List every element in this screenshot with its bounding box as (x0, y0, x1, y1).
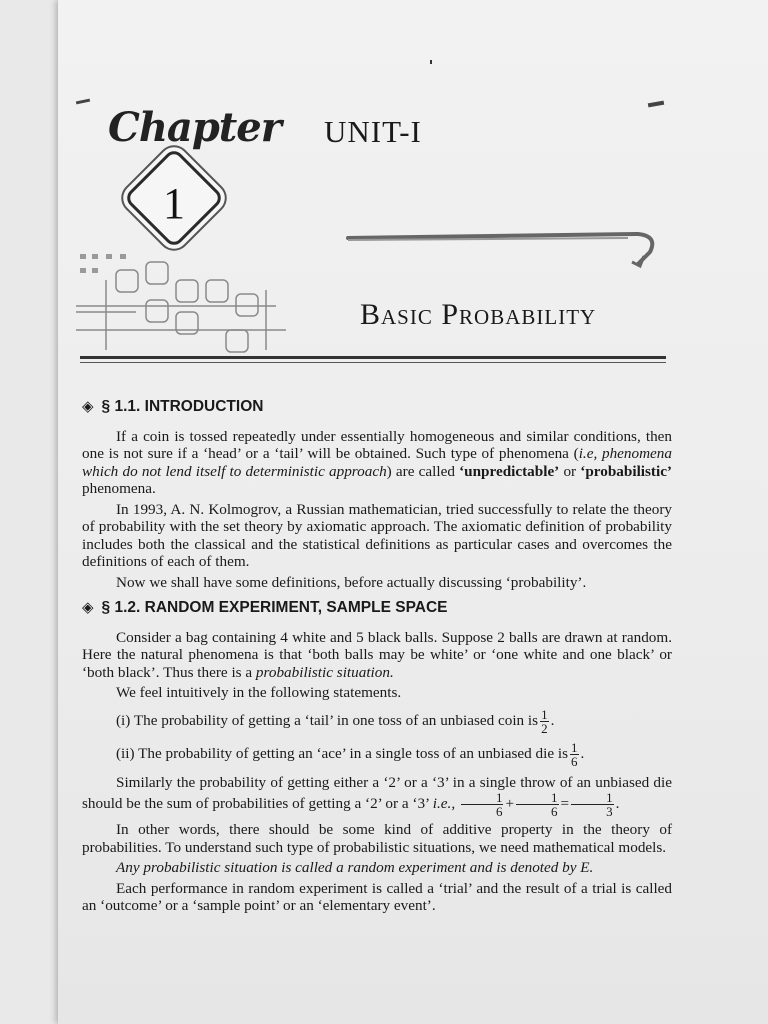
definition-statement: Any probabilistic situation is called a random experiment and is denoted by E. (116, 859, 594, 876)
punctuation: . (580, 745, 585, 763)
denominator: 6 (571, 753, 578, 769)
numerator: 1 (461, 791, 504, 805)
paragraph (82, 774, 672, 819)
header-rule-thick (80, 356, 666, 359)
paragraph: Each performance in random experiment is called a ‘trial’ and the result of a trial is called an ‘outcome’ or a ‘sample point’ or an ‘elementary event’. (82, 879, 672, 914)
decorative-knot-pattern-icon (76, 250, 306, 360)
page-body (82, 398, 672, 918)
bold-term: ‘probabilistic’ (580, 462, 672, 480)
section-heading-text: § 1.1. INTRODUCTION (101, 398, 264, 415)
fraction (540, 708, 549, 735)
text-run: ) are called (386, 462, 460, 480)
chapter-header (58, 0, 768, 380)
operator: = (560, 794, 570, 812)
operator: + (505, 794, 515, 812)
denominator: 6 (551, 804, 558, 819)
denominator: 3 (606, 804, 613, 819)
list-item-text: (i) The probability of getting a ‘tail’ in one toss of an unbiased coin is (116, 712, 539, 730)
denominator: 2 (541, 720, 548, 736)
italic-text: i.e, phenomena which do not lend itself to deterministic approach (82, 445, 672, 480)
paragraph: In 1993, A. N. Kolmogrov, a Russian mathematician, tried successfully to relate the theory of probability with the set theory by axiomatic approach. The axiomatic definition of probability includes both the classical and the statistical definitions as particular cases and overcomes the definitions of each of them. (82, 500, 672, 570)
paragraph: Now we shall have some definitions, before actually discussing ‘probability’. (116, 573, 587, 591)
header-rule-thin (80, 362, 666, 363)
paragraph: We feel intuitively in the following statements. (116, 684, 402, 701)
fraction (461, 791, 504, 818)
text-run: phenomena. (82, 480, 156, 497)
italic-text: probabilistic situation. (255, 663, 394, 681)
section-heading-text: § 1.2. RANDOM EXPERIMENT, SAMPLE SPACE (101, 599, 448, 616)
header-corner-mark-right (648, 101, 664, 108)
punctuation: . (615, 794, 620, 812)
text-run: Similarly the probability of getting either a ‘2’ or a ‘3’ in a single throw of an unbiased die should be the sum of probabilities of getting a ‘2’ or a ‘3’ (82, 773, 672, 812)
denominator: 6 (495, 804, 503, 819)
section-heading-introduction (82, 398, 672, 416)
paragraph (82, 428, 672, 498)
italic-text: i.e., (432, 794, 456, 812)
chapter-title: Basic Probability (360, 298, 597, 331)
numerator: 1 (516, 791, 559, 805)
punctuation: . (550, 712, 555, 730)
book-page (58, 0, 768, 1024)
list-item (82, 708, 672, 735)
diamond-bullet-icon: ◈ (82, 398, 94, 415)
numerator: 1 (571, 739, 578, 755)
header-corner-mark-left (76, 99, 90, 105)
numerator: 1 (571, 791, 614, 805)
fraction (571, 791, 614, 818)
text-run: Consider a bag containing 4 white and 5 black balls. Suppose 2 balls are drawn at random. Here the natural phenomena is that ‘both balls may be white’ or ‘one white and one black’ or ‘both black’. Thus there is a (82, 628, 672, 681)
section-heading-random-experiment (82, 599, 672, 617)
fraction (516, 791, 559, 818)
page-speck (430, 60, 432, 64)
chapter-word: Chapter (108, 104, 281, 151)
unit-label: UNIT-I (324, 114, 422, 149)
chapter-number: 1 (163, 179, 185, 228)
paragraph (82, 629, 672, 682)
text-run: If a coin is tossed repeatedly under essentially homogeneous and similar conditions, then one is not sure if a ‘head’ or a ‘tail’ will be obtained. Such type of phenomena ( (82, 427, 672, 462)
list-item (82, 741, 672, 768)
text-run: or (559, 462, 581, 480)
decorative-arrow-icon (338, 218, 658, 278)
list-item-text: (ii) The probability of getting an ‘ace’ in a single toss of an unbiased die is (116, 745, 568, 763)
diamond-bullet-icon: ◈ (82, 599, 94, 616)
paragraph: In other words, there should be some kind of additive property in the theory of probabilities. To understand such type of probabilistic situations, we need mathematical models. (82, 821, 672, 856)
bold-term: ‘unpredictable’ (459, 462, 560, 480)
fraction (570, 741, 579, 768)
numerator: 1 (541, 706, 548, 722)
